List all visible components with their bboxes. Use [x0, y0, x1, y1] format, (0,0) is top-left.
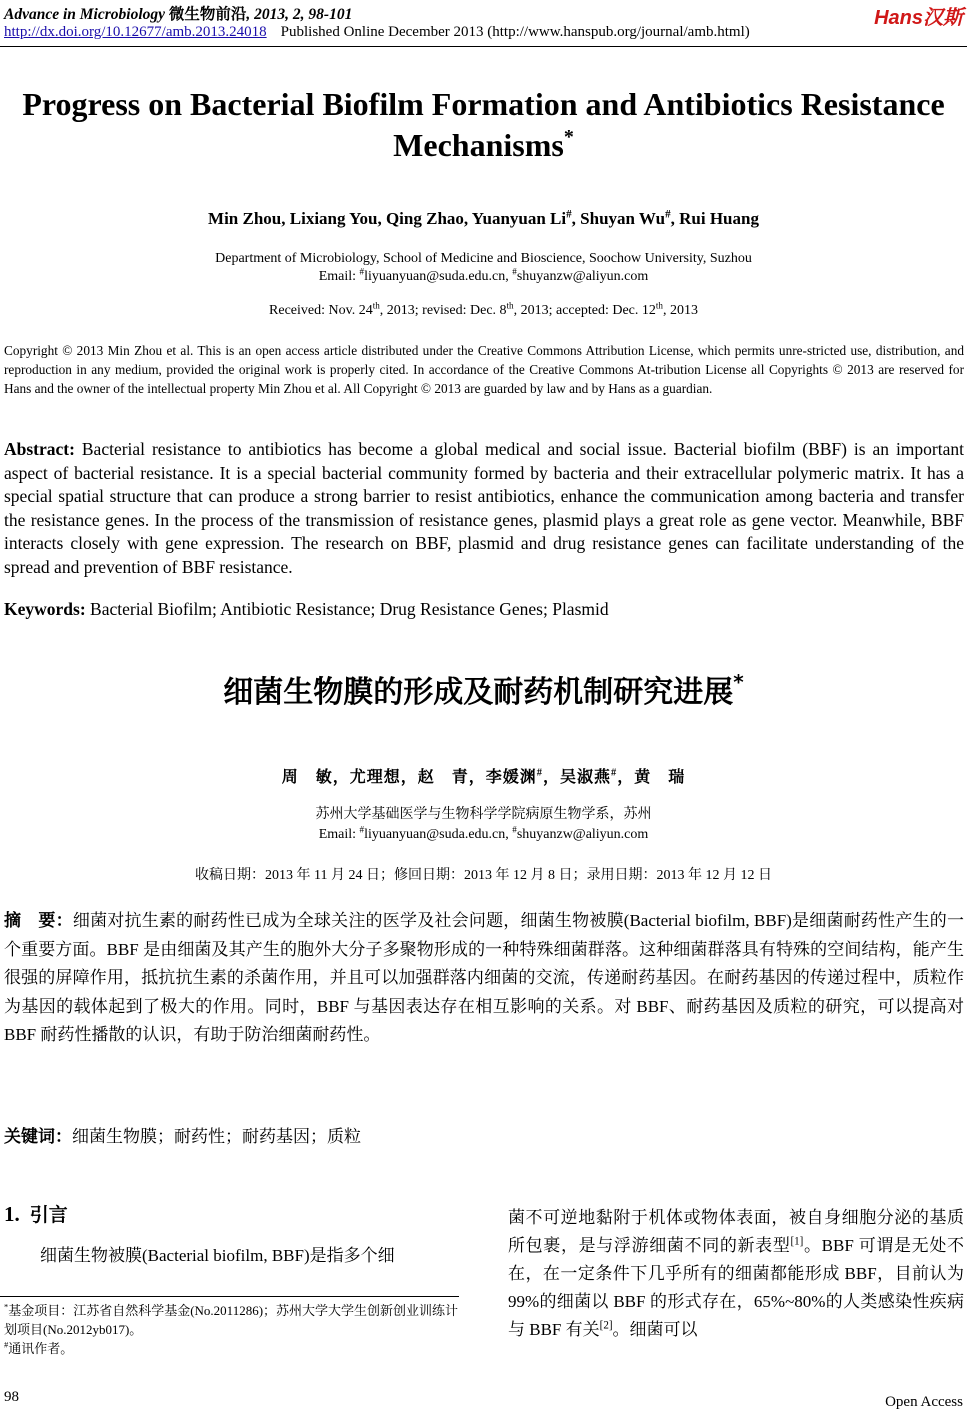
received-dates	[0, 300, 967, 319]
keywords	[4, 599, 964, 620]
corresponding-mark: #	[665, 208, 671, 221]
footnote-divider	[0, 1296, 459, 1297]
keywords-label-zh: 关键词：	[4, 1127, 72, 1147]
citation-ref: [2]	[599, 1319, 613, 1332]
section-title: 引言	[29, 1204, 68, 1226]
abstract-text-zh: 细菌对抗生素的耐药性已成为全球关注的医学及社会问题，细菌生物被膜(Bacterial biofilm, BBF)是细菌耐药性产生的一个重要方面。BBF 是由细菌及其产生的胞外大分子多聚物形成的一种特殊细菌群落。这种细菌群落具有特殊的空间结构，能产生很强的屏障作用，抵抗抗生素的杀菌作用，并且可以加强群落内细菌的交流，传递耐药基因。在耐药基因的传递过程中，质粒作为基因的载体起到了极大的作用。同时，BBF 与基因表达存在相互影响的关系。对 BBF、耐药基因及质粒的研究，可以提高对 BBF 耐药性播散的认识，有助于防治细菌耐药性。	[4, 911, 965, 1044]
corresponding-mark: #	[566, 208, 572, 221]
affiliation-block-zh	[0, 805, 967, 845]
corresponding-mark: #	[359, 824, 365, 835]
journal-name: Advance in Microbiology	[4, 6, 166, 23]
journal-name-zh: 微生物前沿	[168, 6, 247, 23]
body-left-column: 细菌生物被膜(Bacterial biofilm, BBF)是指多个细	[40, 1246, 395, 1265]
abstract	[4, 438, 964, 579]
footnote-text: 基金项目：江苏省自然科学基金(No.2011286)；苏州大学大学生创新创业训练计划项目(No.2012yb017)。	[4, 1303, 459, 1337]
title-text-zh: 细菌生物膜的形成及耐药机制研究进展	[223, 675, 734, 710]
section-heading	[4, 1200, 68, 1227]
page-number: 98	[4, 1389, 19, 1405]
email-label: Email:	[318, 269, 360, 284]
ordinal-suffix: th	[372, 300, 380, 311]
received-dates-zh: 收稿日期：2013 年 11 月 24 日；修回日期：2013 年 12 月 8 日；录用日期：2013 年 12 月 12 日	[195, 868, 772, 883]
email-address: liyuanyuan@suda.edu.cn,	[364, 269, 513, 284]
open-access-label: Open Access	[885, 1394, 963, 1410]
paper-title	[0, 84, 967, 166]
footnote-mark: #	[4, 1339, 9, 1350]
header-divider	[0, 46, 967, 47]
header-links	[4, 24, 750, 41]
published-online: Published Online December 2013 (http://www.hanspub.org/journal/amb.html)	[280, 24, 750, 40]
authors-part: ，吴淑燕	[542, 769, 611, 786]
citation-ref: [1]	[790, 1235, 804, 1248]
author-list	[0, 209, 967, 229]
abstract-label: Abstract:	[4, 439, 75, 459]
body-text: 菌不可逆地黏附于机体或物体表面，被自身细胞分泌的基质所包裹，是与浮游细菌不同的新表型	[508, 1208, 964, 1255]
body-right-column	[508, 1204, 964, 1344]
date-part: , 2013	[662, 303, 698, 318]
email-address: shuyanzw@aliyun.com	[516, 827, 649, 842]
authors-part: , Shuyan Wu	[571, 209, 666, 228]
authors-part: 周 敏，尤理想，赵 青，李媛渊	[281, 769, 537, 786]
email-label: Email:	[318, 827, 360, 842]
email-address: shuyanzw@aliyun.com	[516, 269, 649, 284]
authors-part: ，黄 瑞	[617, 769, 686, 786]
corresponding-mark: #	[512, 266, 517, 277]
footnote-corresponding	[4, 1339, 459, 1358]
date-part: Received: Nov. 24	[269, 303, 373, 318]
copyright-notice: Copyright © 2013 Min Zhou et al. This is an open access article distributed under the Creative Commons Attribution License, which permits unre-stricted use, distribution, and reproduction in any medium, provided the original work is properly cited. In accordance of the Creative Commons At-tribution License all Copyrights © 2013 are reserved for Hans and the owner of the intellectual property Min Zhou et al. All Copyright © 2013 are guarded by law and by Hans as a guardian.	[4, 343, 964, 396]
body-text: 。BBF 可谓是无处不在，在一定条件下几乎所有的细菌都能形成 BBF，目前认为 99%的细菌以 BBF 的形式存在，65%~80%的人类感染性疾病与 BBF 有关	[508, 1236, 964, 1339]
body-text: 。细菌可以	[612, 1320, 698, 1339]
keywords-zh	[4, 1122, 964, 1147]
footnote-text: 通讯作者。	[8, 1341, 74, 1356]
corresponding-mark: #	[611, 767, 618, 779]
title-text: Progress on Bacterial Biofilm Formation and Antibiotics Resistance Mechanisms	[22, 86, 945, 163]
footnote-funding	[4, 1301, 459, 1339]
date-part: , 2013; accepted: Dec. 12	[513, 303, 656, 318]
footnote-mark: *	[4, 1301, 9, 1312]
keywords-text-zh: 细菌生物膜；耐药性；耐药基因；质粒	[72, 1127, 361, 1146]
title-footnote-mark: *	[563, 126, 574, 148]
affiliation: Department of Microbiology, School of Medicine and Bioscience, Soochow University, Suzhou	[215, 251, 752, 266]
affiliation-block	[0, 250, 967, 286]
publisher-logo: Hans汉斯	[874, 7, 963, 29]
email-address: liyuanyuan@suda.edu.cn,	[364, 827, 513, 842]
email-line	[0, 825, 967, 845]
affiliation-zh: 苏州大学基础医学与生物科学学院病原生物学系，苏州	[315, 807, 652, 822]
ordinal-suffix: th	[655, 300, 663, 311]
abstract-label-zh: 摘 要：	[4, 911, 73, 931]
title-footnote-mark: *	[733, 670, 744, 694]
keywords-text: Bacterial Biofilm; Antibiotic Resistance; Drug Resistance Genes; Plasmid	[85, 599, 609, 619]
keywords-label: Keywords:	[4, 599, 86, 619]
corresponding-mark: #	[512, 824, 517, 835]
authors-part: Min Zhou, Lixiang You, Qing Zhao, Yuanyuan Li	[208, 209, 567, 228]
journal-volume: , 2013, 2, 98-101	[246, 6, 353, 23]
section-number: 1.	[4, 1202, 20, 1226]
corresponding-mark: #	[536, 767, 543, 779]
email-line	[0, 268, 967, 286]
abstract-zh	[4, 907, 964, 1050]
doi-link[interactable]: http://dx.doi.org/10.12677/amb.2013.24018	[4, 24, 267, 40]
authors-part: , Rui Huang	[670, 209, 759, 228]
author-list-zh	[0, 764, 967, 787]
paper-title-zh	[0, 667, 967, 711]
footnotes	[4, 1301, 459, 1358]
date-part: , 2013; revised: Dec. 8	[379, 303, 507, 318]
journal-header	[4, 2, 352, 24]
abstract-text: Bacterial resistance to antibiotics has become a global medical and social issue. Bacterial biofilm (BBF) is an important aspect of bacterial resistance. It is a special bacterial community formed by bacteria and their extracellular polymeric matrix. It has a special spatial structure that can produce a strong barrier to resist antibiotics, enhance the communication among bacteria and transfer the resistance genes. In the process of the transmission of resistance genes, plasmid plays a great role as gene vector. Meanwhile, BBF interacts closely with gene expression. The research on BBF, plasmid and drug resistance genes can facilitate understanding of the spread and prevention of BBF resistance.	[4, 439, 964, 577]
ordinal-suffix: th	[506, 300, 514, 311]
corresponding-mark: #	[359, 266, 365, 277]
